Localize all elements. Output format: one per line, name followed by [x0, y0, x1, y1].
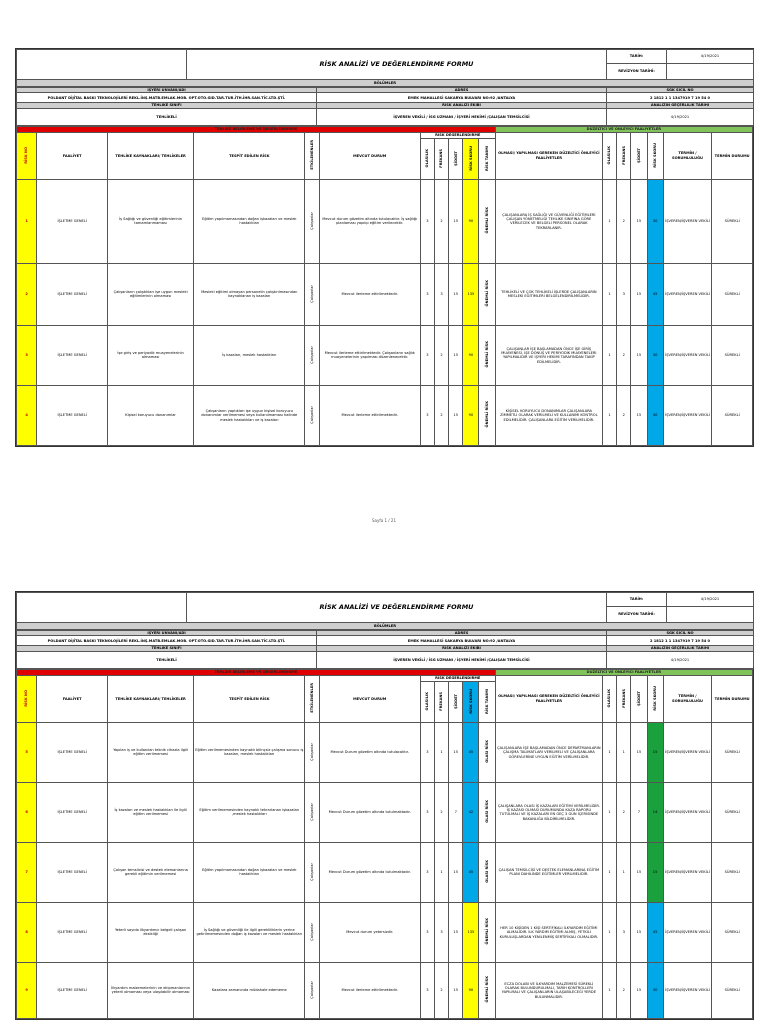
siddet2-cell: 15	[631, 722, 647, 782]
hdr-risk-degerlendirme: RİSK DEĞERLENDİRME	[420, 675, 495, 681]
hdr-tespit: TESPİT EDİLEN RİSK	[194, 675, 305, 722]
risk-tanimi-cell: ÖNEMLİ RİSK	[484, 401, 489, 428]
revizyon-label: REVİZYON TARİHİ:	[607, 607, 667, 623]
risk-skoru-cell: 90	[463, 962, 479, 1018]
frekans-cell: 2	[434, 325, 448, 385]
frekans-cell: 2	[434, 385, 448, 445]
hdr-risk-skoru: RİSK SKORU	[468, 145, 473, 171]
mevcut-durum-cell: Mevcut ilerleme ettirilmektedir. Çalışanların sağlık muayenelerinin yapılması düzenlenecektir.	[319, 325, 420, 385]
mevcut-durum-cell: Mevcut durum gözetim altında tutulacaktır. İş sağlığı planlaması yapılıp eğitim verilecektir.	[319, 179, 420, 263]
termin-cell: İŞVEREN/İŞVEREN VEKİLİ	[663, 722, 712, 782]
risk-row	[17, 385, 753, 445]
olasilik2-cell: 1	[603, 263, 617, 325]
hdr-termin-durum: TERMİN DURUMU	[712, 675, 753, 722]
risk-skoru-cell: 45	[463, 842, 479, 902]
tehlike-cell: Kişisel koruyucu donanımlar	[108, 385, 194, 445]
tehlike-cell: İş Sağlığı ve güvenliği eğitimlerinin tamamlanmaması	[108, 179, 194, 263]
mevcut-durum-cell: Mevcut ilerleme ettirilmektedir.	[319, 385, 420, 445]
hdr-frekans: FREKANS	[439, 148, 444, 168]
ekip-label: RİSK ANALİZİ EKİBİ	[317, 646, 607, 651]
hdr-frekans2: FREKANS	[621, 145, 626, 165]
olasilik-cell: 3	[420, 722, 434, 782]
hdr-siddet: ŞİDDET	[453, 693, 458, 709]
termin-cell: İŞVEREN/İŞVEREN VEKİLİ	[663, 385, 712, 445]
risk-skoru2-cell: 30	[647, 325, 663, 385]
frekans2-cell: 1	[617, 842, 631, 902]
risk-skoru-cell: 90	[463, 385, 479, 445]
hdr-siddet2: ŞİDDET	[636, 690, 641, 706]
risk-no: 5	[17, 722, 37, 782]
risk-tanimi-cell: ÖNEMLİ RİSK	[484, 207, 489, 234]
mevcut-durum-cell: Mevcut Durum gözetim altında tutulmaktadır.	[319, 782, 420, 842]
tehlike-cell: Çalışan temsilcisi ve destek elemanlarına gerekli eğitimin verilmemesi	[108, 842, 194, 902]
olasilik2-cell: 1	[603, 962, 617, 1018]
tespit-cell: Eğitim yapılmamasından doğan işkazaları ve meslek hastalıkları	[194, 179, 305, 263]
hdr-olasilik: OLASILIK	[425, 691, 430, 711]
onlem-cell: TEHLİKELİ VE ÇOK TEHLİKELİ İŞLERDE ÇALIŞANLARIN MESLEKİ EĞİTİMLERİ BELGELENDİRİLMELİDİR.	[495, 263, 602, 325]
mevcut-durum-cell: Mevcut ilerleme ettirilmektedir.	[319, 962, 420, 1018]
etkilenenler-cell: Çalışanlar	[309, 922, 314, 941]
adres-label: ADRES	[317, 631, 607, 636]
siddet-cell: 15	[449, 179, 463, 263]
tehlike-sinifi-label: TEHLİKE SINIFI	[17, 646, 317, 651]
hdr-risk-skoru: RİSK SKORU	[468, 688, 473, 714]
hdr-tehlike: TEHLİKE KAYNAKLARI/ TEHLİKELER	[108, 675, 194, 722]
bolum-label: BÖLÜMLER	[17, 623, 754, 630]
termin-durum-cell: SÜREKLİ	[712, 782, 753, 842]
form-page-2	[15, 591, 754, 1020]
risk-skoru-cell: 42	[463, 782, 479, 842]
revizyon-label: REVİZYON TARİHİ:	[607, 64, 667, 80]
frekans2-cell: 2	[617, 385, 631, 445]
risk-no: 1	[17, 179, 37, 263]
etkilenenler-cell: Çalışanlar	[309, 211, 314, 230]
risk-tanimi-cell: OLASI RİSK	[484, 800, 489, 823]
hdr-risk-tanimi: RİSK TANIMI	[484, 145, 489, 171]
hdr-risk-degerlendirme: RİSK DEĞERLENDİRME	[420, 132, 495, 138]
risk-skoru-cell: 45	[463, 722, 479, 782]
hdr-frekans: FREKANS	[439, 691, 444, 711]
gecerlilik-label: ANALİZİN GEÇERLİLİK TARİHİ	[607, 103, 754, 108]
tehlike-cell: İş kazaları ve meslek hastalıkları ile ilgili eğitim verilmemesi	[108, 782, 194, 842]
hdr-tespit: TESPİT EDİLEN RİSK	[194, 132, 305, 179]
risk-skoru2-cell: 30	[647, 962, 663, 1018]
risk-skoru-cell: 90	[463, 179, 479, 263]
faaliyet-cell: İŞLETME GENELİ	[37, 325, 108, 385]
siddet2-cell: 15	[631, 325, 647, 385]
onlem-cell: ÇALIŞAN TEMSİLCİSİ VE DESTEK ELEMANLARINA EĞİTİM PLANI DAHİLİNDE EĞİTİMLER VERİLMELİDİR.	[495, 842, 602, 902]
tarih-label: TARİH:	[607, 50, 667, 64]
risk-tanimi-cell: ÖNEMLİ RİSK	[484, 280, 489, 307]
frekans-cell: 1	[434, 842, 448, 902]
siddet-cell: 15	[449, 385, 463, 445]
hdr-faaliyet: FAALİYET	[37, 675, 108, 722]
risk-skoru2-cell: 15	[647, 842, 663, 902]
siddet2-cell: 15	[631, 902, 647, 962]
hdr-siddet2: ŞİDDET	[636, 147, 641, 163]
tehlike-cell: Yapılan iş ve kullanılan teknik cihazla ilgili eğitim verilmemesi	[108, 722, 194, 782]
termin-cell: İŞVEREN/İŞVEREN VEKİLİ	[663, 842, 712, 902]
hdr-termin-durum: TERMİN DURUMU	[712, 132, 753, 179]
olasilik2-cell: 1	[603, 385, 617, 445]
risk-skoru-cell: 90	[463, 325, 479, 385]
ekip-label: RİSK ANALİZİ EKİBİ	[317, 103, 607, 108]
hdr-termin: TERMİN / SORUMLULUĞU	[663, 675, 712, 722]
termin-cell: İŞVEREN/İŞVEREN VEKİLİ	[663, 782, 712, 842]
ekip: İŞVEREN VEKİLİ / İSG UZMANI / İŞYERİ HEKİMİ /ÇALIŞAN TEMSİLCİSİ	[317, 108, 607, 125]
faaliyet-cell: İŞLETME GENELİ	[37, 842, 108, 902]
risk-skoru-cell: 135	[463, 902, 479, 962]
olasilik-cell: 3	[420, 325, 434, 385]
olasilik2-cell: 1	[603, 722, 617, 782]
risk-no: 3	[17, 325, 37, 385]
hdr-onlemler: OLMASI/ YAPILMASI GEREKEN DÜZELTİCİ ÖNLEYİCİ FAALİYETLER	[495, 675, 602, 722]
etkilenenler-cell: Çalışanlar	[309, 742, 314, 761]
risk-row	[17, 722, 753, 782]
olasilik2-cell: 1	[603, 782, 617, 842]
company-info-table	[16, 87, 754, 126]
hdr-risk-skoru2: RİSK SKORU	[652, 685, 657, 711]
onlem-cell: ECZA DOLABI VE İLKYARDIM MALZEMESİ SÜREKLİ OLARAK BULUNDURULMALI, TARİH KONTROLLERİ YAPILMALI VE ÇALIŞANLARIN ULAŞABİLECEĞİ YERDE BULUNMALIDIR.	[495, 962, 602, 1018]
risk-skoru2-cell: 14	[647, 782, 663, 842]
risk-no: 6	[17, 782, 37, 842]
form-header-table	[16, 49, 754, 87]
form-page-1	[15, 48, 754, 447]
siddet2-cell: 7	[631, 782, 647, 842]
tespit-cell: Kazalara zamanında müdahale edememe	[194, 962, 305, 1018]
hdr-etkilenenler: ETKİLENENLER	[309, 683, 314, 713]
risk-no: 2	[17, 263, 37, 325]
olasilik-cell: 3	[420, 263, 434, 325]
faaliyet-cell: İŞLETME GENELİ	[37, 722, 108, 782]
faaliyet-cell: İŞLETME GENELİ	[37, 902, 108, 962]
tespit-cell: Mesleki eğitimi olmayan personelin çalıştırılmasından kaynaklanan iş kazaları	[194, 263, 305, 325]
siddet-cell: 15	[449, 902, 463, 962]
olasilik2-cell: 1	[603, 179, 617, 263]
hdr-tehlike: TEHLİKE KAYNAKLARI/ TEHLİKELER	[108, 132, 194, 179]
frekans2-cell: 2	[617, 782, 631, 842]
risk-no: 8	[17, 902, 37, 962]
etkilenenler-cell: Çalışanlar	[309, 980, 314, 999]
hdr-olasilik: OLASILIK	[425, 148, 430, 168]
olasilik-cell: 3	[420, 842, 434, 902]
hdr-risk-skoru2: RİSK SKORU	[652, 142, 657, 168]
frekans-cell: 1	[434, 722, 448, 782]
adres-label: ADRES	[317, 88, 607, 93]
duzeltici-banner: DÜZELTİCİ VE ÖNLEYİCİ FAALİYETLER	[495, 126, 752, 132]
form-title: RİSK ANALİZİ VE DEĞERLENDİRME FORMU	[187, 50, 607, 80]
siddet-cell: 7	[449, 782, 463, 842]
adres: EMEK MAHALLESİ SAKARYA BULVARI NO:92 /ANTALYA	[317, 636, 607, 646]
faaliyet-cell: İŞLETME GENELİ	[37, 263, 108, 325]
risk-no: 7	[17, 842, 37, 902]
frekans2-cell: 3	[617, 263, 631, 325]
onlem-cell: HER 10 KİŞİDEN 1 KİŞİ SERTİFİKALI İLKYARDIM EĞİTİMİ ALMALIDIR. İLK YARDIM EĞİTİMİ ALMIŞ, YETKİLİ KURULUŞLARDAN YENİLENMİŞ SERTİFİKALI OLMALIDIR.	[495, 902, 602, 962]
risk-rows-2	[17, 722, 753, 1018]
tehlike-sinifi: TEHLİKELİ	[17, 651, 317, 668]
risk-tanimi-cell: ÖNEMLİ RİSK	[484, 976, 489, 1003]
hdr-risk-tanimi: RİSK TANIMI	[484, 688, 489, 714]
onlem-cell: ÇALIŞANLAR İŞE BAŞLAMADAN ÖNCE İŞE GİRİŞ MUAYENESİ, İŞE DÖNÜŞ VE PERİYODİK MUAYENELERİ YAPILMALIDIR VE İŞYERİ HEKİMİ TARAFINDAN TAKİP EDİLMELİDİR.	[495, 325, 602, 385]
etkilenenler-cell: Çalışanlar	[309, 284, 314, 303]
olasilik2-cell: 1	[603, 842, 617, 902]
termin-cell: İŞVEREN/İŞVEREN VEKİLİ	[663, 179, 712, 263]
risk-row	[17, 179, 753, 263]
siddet2-cell: 15	[631, 179, 647, 263]
duzeltici-banner: DÜZELTİCİ VE ÖNLEYİCİ FAALİYETLER	[495, 669, 752, 675]
tarih-label: TARİH:	[607, 593, 667, 607]
risk-table-1	[16, 126, 753, 446]
risk-row	[17, 325, 753, 385]
siddet-cell: 15	[449, 962, 463, 1018]
hdr-siddet: ŞİDDET	[453, 150, 458, 166]
siddet2-cell: 15	[631, 842, 647, 902]
olasilik-cell: 3	[420, 902, 434, 962]
hdr-mevcut: MEVCUT DURUM	[319, 132, 420, 179]
risk-skoru2-cell: 30	[647, 179, 663, 263]
hdr-faaliyet: FAALİYET	[37, 132, 108, 179]
tehlike-cell: Yeterli sayıda ilkyardımcı belgeli çalışan eksikliği	[108, 902, 194, 962]
etkilenenler-cell: Çalışanlar	[309, 345, 314, 364]
tehlike-cell: Çalışanların çalıştıkları işe uygun mesleki eğitimlerinin olmaması	[108, 263, 194, 325]
mevcut-durum-cell: Mevcut Durum gözetim altında tutulacaktır.	[319, 722, 420, 782]
adres: EMEK MAHALLESİ SAKARYA BULVARI NO:92 /ANTALYA	[317, 93, 607, 103]
bolum-label: BÖLÜMLER	[17, 80, 754, 87]
gecerlilik: 4/19/2021	[607, 651, 754, 668]
termin-durum-cell: SÜREKLİ	[712, 263, 753, 325]
risk-tanimi-cell: ÖNEMLİ RİSK	[484, 918, 489, 945]
etkilenenler-cell: Çalışanlar	[309, 802, 314, 821]
tehlike-cell: İlkyardım malzemelerinin ve ekipmanlarının yeterli olmaması veya ulaşılabilir olmaması	[108, 962, 194, 1018]
olasilik2-cell: 1	[603, 325, 617, 385]
termin-durum-cell: SÜREKLİ	[712, 325, 753, 385]
etkilenenler-cell: Çalışanlar	[309, 862, 314, 881]
frekans-cell: 3	[434, 902, 448, 962]
gecerlilik-label: ANALİZİN GEÇERLİLİK TARİHİ	[607, 646, 754, 651]
risk-skoru2-cell: 30	[647, 385, 663, 445]
frekans2-cell: 2	[617, 325, 631, 385]
termin-durum-cell: SÜREKLİ	[712, 842, 753, 902]
siddet-cell: 15	[449, 722, 463, 782]
frekans2-cell: 3	[617, 902, 631, 962]
faaliyet-cell: İŞLETME GENELİ	[37, 179, 108, 263]
risk-rows-1	[17, 179, 753, 445]
tespit-cell: Eğitim yapılmamasından doğan işkazaları ve meslek hastalıkları	[194, 842, 305, 902]
onlem-cell: ÇALIŞANLARA İŞ SAĞLIĞI VE GÜVENLİĞİ EĞİTİMLERİ ÇALIŞAN YÖNETMELİĞİ TEHLİKE SINIFINA GÖRE VERİLECEK VE BELGELİ PERSONEL OLARAK TEKRARLANIR.	[495, 179, 602, 263]
frekans-cell: 2	[434, 179, 448, 263]
mevcut-durum-cell: Mevcut Durum gözetim altında tutulmaktadır.	[319, 842, 420, 902]
tespit-cell: İş kazaları, meslek hastalıkları	[194, 325, 305, 385]
siddet-cell: 15	[449, 325, 463, 385]
isyeri-unvan-label: İŞYERİ ÜNVANI/ADI	[17, 631, 317, 636]
tehlike-sinifi-label: TEHLİKE SINIFI	[17, 103, 317, 108]
form-header-table-2	[16, 592, 754, 630]
isyeri-unvan: POLDANT DİJİTAL BASKI TEKNOLOJİLERİ REKL.İNŞ.MATB.EMLAK.MOB. OPT.OTO.GID.TAR.TUR.İTH.İHR.SAN.TİC.LTD.ŞTİ.	[17, 636, 317, 646]
page-number: Sayfa 1 / 21	[371, 518, 396, 523]
revizyon-value	[667, 64, 754, 80]
form-title: RİSK ANALİZİ VE DEĞERLENDİRME FORMU	[187, 593, 607, 623]
risk-row	[17, 962, 753, 1018]
olasilik-cell: 3	[420, 179, 434, 263]
termin-durum-cell: SÜREKLİ	[712, 722, 753, 782]
termin-durum-cell: SÜREKLİ	[712, 179, 753, 263]
risk-no: 9	[17, 962, 37, 1018]
olasilik-cell: 3	[420, 385, 434, 445]
isyeri-unvan: POLDANT DİJİTAL BASKI TEKNOLOJİLERİ REKL.İNŞ.MATB.EMLAK.MOB. OPT.OTO.GID.TAR.TUR.İTH.İHR.SAN.TİC.LTD.ŞTİ.	[17, 93, 317, 103]
termin-cell: İŞVEREN/İŞVEREN VEKİLİ	[663, 263, 712, 325]
hdr-no: RİSK NO	[24, 689, 29, 707]
hdr-no: RİSK NO	[24, 146, 29, 164]
risk-skoru-cell: 135	[463, 263, 479, 325]
faaliyet-cell: İŞLETME GENELİ	[37, 962, 108, 1018]
siddet2-cell: 15	[631, 263, 647, 325]
risk-skoru2-cell: 15	[647, 722, 663, 782]
onlem-cell: KİŞİSEL KORUYUCU DONANIMLAR ÇALIŞANLARA ZİMMETLİ OLARAK VERİLMELİ VE KULLANIMI KONTROL EDİLMELİDİR. ÇALIŞANLARA EĞİTİM VERİLMELİDİR.	[495, 385, 602, 445]
sgk-label: SGK SİCİL NO	[607, 88, 754, 93]
hdr-olasilik2: OLASILIK	[607, 145, 612, 165]
mevcut-banner: TEHLİKE BELİRLEME VE DEĞERLENDİRME	[17, 126, 496, 132]
logo-cell	[17, 50, 187, 80]
siddet-cell: 15	[449, 842, 463, 902]
sgk-no: 2 1812 1 1 1347919 7 19 54 0	[607, 93, 754, 103]
mevcut-durum-cell: Mevcut ilerleme ettirilmektedir.	[319, 263, 420, 325]
termin-cell: İŞVEREN/İŞVEREN VEKİLİ	[663, 325, 712, 385]
frekans-cell: 2	[434, 782, 448, 842]
ekip: İŞVEREN VEKİLİ / İSG UZMANI / İŞYERİ HEKİMİ /ÇALIŞAN TEMSİLCİSİ	[317, 651, 607, 668]
faaliyet-cell: İŞLETME GENELİ	[37, 782, 108, 842]
hdr-mevcut: MEVCUT DURUM	[319, 675, 420, 722]
tespit-cell: Çalışanların yaptıkları işe uygun kişisel koruyucu donanımlar verilmemesi veya kullanılmaması halinde meslek hastalıkları ve iş kazaları	[194, 385, 305, 445]
onlem-cell: ÇALIŞANLARA OLASI İŞ KAZALARI EĞİTİMİ VERİLMELİDİR. İŞ KAZASI OLMASI DURUMUNDA KAZA RAPORU TUTULMALI VE İŞ KAZALARI EN GEÇ 3 GÜN İÇERİSİNDE BAKANLIĞA BİLDİRİLMELİDİR.	[495, 782, 602, 842]
tehlike-sinifi: TEHLİKELİ	[17, 108, 317, 125]
olasilik-cell: 3	[420, 962, 434, 1018]
logo-cell	[17, 593, 187, 623]
tarih-value: 4/19/2021	[667, 593, 754, 607]
frekans-cell: 3	[434, 263, 448, 325]
termin-cell: İŞVEREN/İŞVEREN VEKİLİ	[663, 902, 712, 962]
hdr-olasilik2: OLASILIK	[607, 688, 612, 708]
sgk-no: 2 1812 1 1 1347919 7 19 54 0	[607, 636, 754, 646]
risk-row	[17, 902, 753, 962]
faaliyet-cell: İŞLETME GENELİ	[37, 385, 108, 445]
tespit-cell: Eğitim verilmemesinden kaynaklı bilinçsiz çalışma sonucu iş kazaları, meslek hastalıkları	[194, 722, 305, 782]
risk-row	[17, 842, 753, 902]
tespit-cell: Eğitim verilmemesinden kaynaklı tekrarlanan işkazaları ,meslek hastalıkları	[194, 782, 305, 842]
frekans2-cell: 2	[617, 179, 631, 263]
risk-tanimi-cell: OLASI RİSK	[484, 860, 489, 883]
termin-durum-cell: SÜREKLİ	[712, 902, 753, 962]
hdr-onlemler: OLMASI/ YAPILMASI GEREKEN DÜZELTİCİ ÖNLEYİCİ FAALİYETLER	[495, 132, 602, 179]
tarih-value: 4/19/2021	[667, 50, 754, 64]
risk-tanimi-cell: OLASI RİSK	[484, 740, 489, 763]
revizyon-value	[667, 607, 754, 623]
siddet2-cell: 15	[631, 385, 647, 445]
tespit-cell: İş Sağlığı ve güvenliği ile ilgili gerekliliklerin yerine getirilmemesinden doğan iş kazaları ve meslek hastalıkları	[194, 902, 305, 962]
frekans-cell: 2	[434, 962, 448, 1018]
hdr-frekans2: FREKANS	[621, 688, 626, 708]
mevcut-banner: TEHLİKE BELİRLEME VE DEĞERLENDİRME	[17, 669, 496, 675]
termin-durum-cell: SÜREKLİ	[712, 385, 753, 445]
risk-row	[17, 782, 753, 842]
risk-no: 4	[17, 385, 37, 445]
tehlike-cell: İşe giriş ve periyodik muayenelerinin olmaması	[108, 325, 194, 385]
risk-skoru2-cell: 45	[647, 902, 663, 962]
gecerlilik: 4/19/2021	[607, 108, 754, 125]
siddet2-cell: 15	[631, 962, 647, 1018]
onlem-cell: ÇALIŞANLARA İŞE BAŞLAMADAN ÖNCE DEPARTMANLARIN ÇALIŞMA TALİMATLARI VERİLMELİ VE ÇALIŞANLARA GÖREVLERİNE UYGUN EĞİTİM VERİLMELİDİR.	[495, 722, 602, 782]
termin-cell: İŞVEREN/İŞVEREN VEKİLİ	[663, 962, 712, 1018]
siddet-cell: 15	[449, 263, 463, 325]
frekans2-cell: 2	[617, 962, 631, 1018]
hdr-etkilenenler: ETKİLENENLER	[309, 140, 314, 170]
risk-table-2	[16, 669, 753, 1019]
olasilik-cell: 3	[420, 782, 434, 842]
sgk-label: SGK SİCİL NO	[607, 631, 754, 636]
hdr-termin: TERMİN / SORUMLULUĞU	[663, 132, 712, 179]
isyeri-unvan-label: İŞYERİ ÜNVANI/ADI	[17, 88, 317, 93]
risk-tanimi-cell: ÖNEMLİ RİSK	[484, 341, 489, 368]
frekans2-cell: 1	[617, 722, 631, 782]
mevcut-durum-cell: Mevcut durum yetersizdir.	[319, 902, 420, 962]
company-info-table-2	[16, 630, 754, 669]
risk-row	[17, 263, 753, 325]
termin-durum-cell: SÜREKLİ	[712, 962, 753, 1018]
olasilik2-cell: 1	[603, 902, 617, 962]
risk-skoru2-cell: 45	[647, 263, 663, 325]
etkilenenler-cell: Çalışanlar	[309, 405, 314, 424]
